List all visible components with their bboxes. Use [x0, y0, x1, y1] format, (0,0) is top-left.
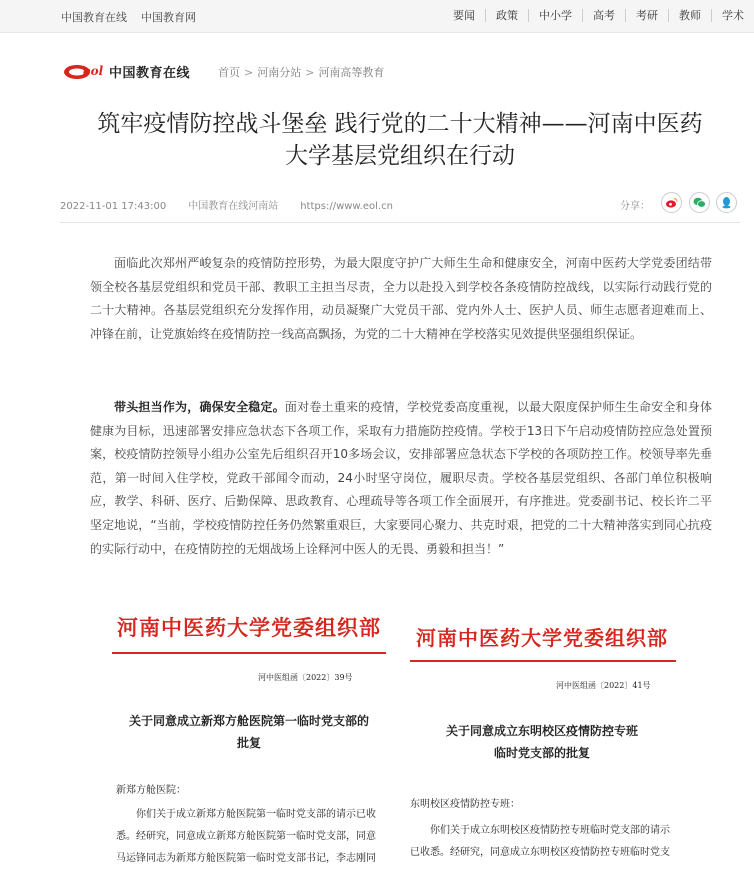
weibo-icon — [665, 196, 678, 209]
doc-title-line2: 临时党支部的批复 — [493, 746, 590, 760]
doc-red-rule — [410, 660, 676, 662]
share-label: 分享： — [620, 201, 650, 212]
doc-header: 河南中医药大学党委组织部 — [117, 615, 381, 640]
eol-logo-icon — [63, 61, 105, 81]
doc-title-line1: 关于同意成立新郑方舱医院第一临时党支部的 — [128, 714, 369, 728]
site-header — [0, 33, 754, 103]
qq-share-button[interactable] — [716, 192, 737, 213]
article-date: 2022-11-01 17:43:00 — [60, 201, 167, 212]
doc-body-line: 你们关于成立东明校区疫情防控专班临时党支部的请示 — [430, 825, 670, 836]
article-paragraph-1: 面临此次郑州严峻复杂的疫情防控形势，为最大限度守护广大师生生命和健康安全，河南中医药大学党委团结带领全校各基层党组织和党员干部、教职工主担当尽责，全力以赴投入到学校各条疫情防控战线，以实际行动践行党的二十大精神。各基层党组织充分发挥作用，动员凝聚广大党员干部、党内外人士、医护人员、师生志愿者迎难而上、冲锋在前，让党旗始终在疫情防控一线高高飘扬，为党的二十大精神在学校落实见效提供坚强组织保证。 — [90, 256, 712, 341]
document-image-2 — [404, 610, 680, 874]
article-source: 中国教育在线河南站 — [188, 201, 279, 212]
doc-header: 河南中医药大学党委组织部 — [416, 626, 668, 650]
doc-body — [116, 780, 390, 870]
breadcrumb-separator: > — [305, 66, 315, 79]
svg-text:eol: eol — [83, 64, 104, 78]
breadcrumb-henan[interactable]: 河南分站 — [257, 66, 302, 79]
article-meta — [60, 197, 415, 212]
doc-body-line: 已收悉。经研究，同意成立东明校区疫情防控专班临时党支 — [410, 847, 670, 858]
logo-text: 中国教育在线 — [109, 66, 191, 81]
article-title-line2: 大学基层党组织在行动 — [285, 143, 515, 169]
breadcrumb — [218, 64, 384, 80]
doc-red-rule — [112, 652, 386, 654]
doc-body-line: 马运锋同志为新郑方舱医院第一临时党支部书记，李志刚同 — [116, 853, 376, 864]
nav-item-news[interactable]: 要闻 — [453, 9, 475, 22]
nav-item-kaoyan[interactable]: 考研 — [625, 9, 668, 22]
article-url[interactable]: https://www.eol.cn — [300, 201, 393, 212]
doc-title-line2: 批复 — [236, 736, 261, 750]
nav-item-policy[interactable]: 政策 — [485, 9, 528, 22]
doc-salutation: 东明校区疫情防控专班： — [410, 799, 520, 810]
site-link-eol[interactable]: 中国教育在线 — [61, 11, 127, 24]
top-bar — [0, 0, 754, 33]
article-title — [40, 108, 754, 172]
doc-body-line: 你们关于成立新郑方舱医院第一临时党支部的请示已收 — [136, 809, 376, 820]
paragraph-body: 面对卷土重来的疫情，学校党委高度重视，以最大限度保护师生生命安全和身体健康为目标，迅速部署安排应急状态下各项工作，采取有力措施防控疫情。学校于13日下午启动疫情防控应急处置预案，校疫情防控领导小组办公室先后组织召开10多场会议，安排部署应急状态下学校的各项防控工作。校领导率先垂范，第一时间入住学校，党政干部闻令而动，24小时坚守岗位，履职尽责。学校各基层党组织、各部门单位积极响应，教学、科研、医疗、后勤保障、思政教育、心理疏导等各项工作全面展开，有序推进。党委副书记、校长许二平坚定地说，“当前，学校疫情防控任务仍然繁重艰巨，大家要同心聚力、共克时艰，把党的二十大精神落实到同心抗疫的实际行动中，在疫情防控的无烟战场上诠释河中医人的无畏、勇毅和担当！” — [90, 400, 712, 556]
nav-item-gaokao[interactable]: 高考 — [582, 9, 625, 22]
doc-body-line: 悉。经研究，同意成立新郑方舱医院第一临时党支部，同意 — [116, 831, 376, 842]
main-nav — [443, 9, 754, 22]
qq-icon — [720, 196, 733, 209]
breadcrumb-higher-edu[interactable]: 河南高等教育 — [318, 66, 385, 79]
site-links — [61, 9, 210, 25]
document-image-1 — [108, 600, 390, 874]
wechat-share-button[interactable] — [689, 192, 710, 213]
nav-item-academic[interactable]: 学术 — [711, 9, 754, 22]
breadcrumb-separator: > — [244, 66, 254, 79]
weibo-share-button[interactable] — [661, 192, 682, 213]
doc-title — [404, 720, 680, 764]
article-paragraph-2 — [90, 396, 712, 561]
article-title-line1: 筑牢疫情防控战斗堡垒 践行党的二十大精神——河南中医药 — [97, 111, 703, 137]
doc-salutation: 新郑方舱医院： — [116, 785, 186, 796]
paragraph-lead: 带头担当作为，确保安全稳定。 — [114, 400, 285, 414]
nav-item-k12[interactable]: 中小学 — [528, 9, 582, 22]
doc-title-line1: 关于同意成立东明校区疫情防控专班 — [445, 724, 638, 738]
nav-item-teacher[interactable]: 教师 — [668, 9, 711, 22]
doc-title — [108, 710, 390, 754]
doc-body — [410, 794, 678, 864]
doc-number: 河中医组函〔2022〕39号 — [258, 673, 353, 682]
wechat-icon — [693, 196, 706, 209]
doc-number: 河中医组函〔2022〕41号 — [556, 681, 651, 690]
breadcrumb-home[interactable]: 首页 — [218, 66, 240, 79]
site-link-edu[interactable]: 中国教育网 — [141, 11, 196, 24]
meta-divider — [60, 222, 740, 223]
